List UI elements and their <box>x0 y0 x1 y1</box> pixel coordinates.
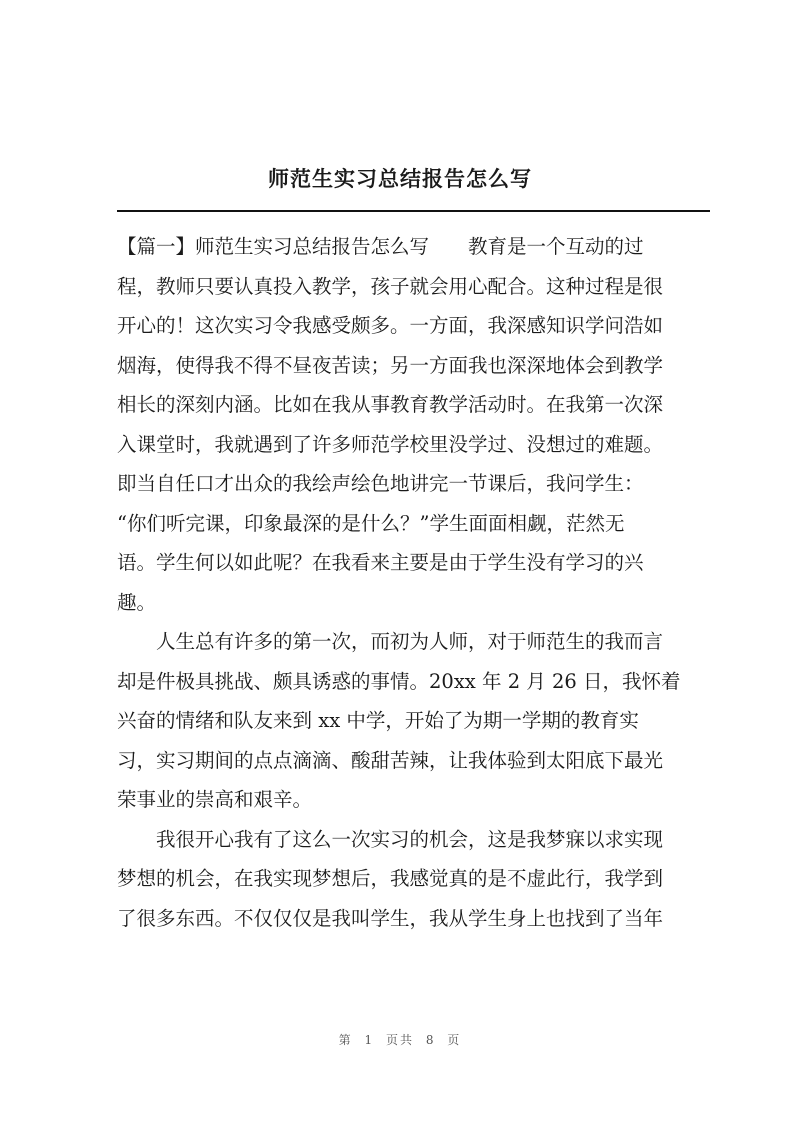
title-divider <box>117 210 710 212</box>
page-footer <box>0 1031 800 1048</box>
text-line: 习，实习期间的点点滴滴、酸甜苦辣，让我体验到太阳底下最光 <box>117 748 664 772</box>
document-title: 师范生实习总结报告怎么写 <box>268 166 532 191</box>
text-line: “你们听完课，印象最深的是什么？”学生面面相觑，茫然无 <box>117 511 625 535</box>
document-body <box>117 227 710 938</box>
text-line: 趣。 <box>117 590 157 614</box>
text-line: 程，教师只要认真投入教学，孩子就会用心配合。这种过程是很 <box>117 274 664 298</box>
text-line: 我很开心我有了这么一次实习的机会，这是我梦寐以求实现 <box>117 827 664 851</box>
text-line: 入课堂时，我就遇到了许多师范学校里没学过、没想过的难题。 <box>117 432 664 456</box>
paragraph-1 <box>117 227 710 622</box>
footer-total-pages: 8 <box>425 1033 436 1047</box>
text-line: 了很多东西。不仅仅仅是我叫学生，我从学生身上也找到了当年 <box>117 906 664 930</box>
footer-label-of: 页共 <box>385 1033 414 1047</box>
footer-current-page: 1 <box>364 1033 375 1047</box>
text-line: 兴奋的情绪和队友来到 xx 中学，开始了为期一学期的教育实 <box>117 709 639 732</box>
paragraph-3 <box>117 820 710 939</box>
text-line: 开心的！这次实习令我感受颇多。一方面，我深感知识学问浩如 <box>117 314 664 337</box>
text-line: 却是件极具挑战、颇具诱惑的事情。20xx 年 2 月 26 日，我怀着 <box>117 669 681 693</box>
text-line: 烟海，使得我不得不昼夜苦读；另一方面我也深深地体会到教学 <box>117 353 664 377</box>
text-line: 语。学生何以如此呢？在我看来主要是由于学生没有学习的兴 <box>117 551 644 574</box>
text-line: 荣事业的崇高和艰辛。 <box>117 788 313 811</box>
footer-label-page: 第 <box>338 1033 353 1047</box>
text-line: 【篇一】师范生实习总结报告怎么写 教育是一个互动的过 <box>117 235 644 258</box>
text-line: 即当自任口才出众的我绘声绘色地讲完一节课后，我问学生： <box>117 472 644 495</box>
footer-label-end: 页 <box>447 1033 462 1047</box>
text-line: 梦想的机会，在我实现梦想后，我感觉真的是不虚此行，我学到 <box>117 867 664 890</box>
paragraph-2 <box>117 622 710 820</box>
text-line: 人生总有许多的第一次，而初为人师，对于师范生的我而言 <box>117 630 664 653</box>
text-line: 相长的深刻内涵。比如在我从事教育教学活动时。在我第一次深 <box>117 393 664 416</box>
